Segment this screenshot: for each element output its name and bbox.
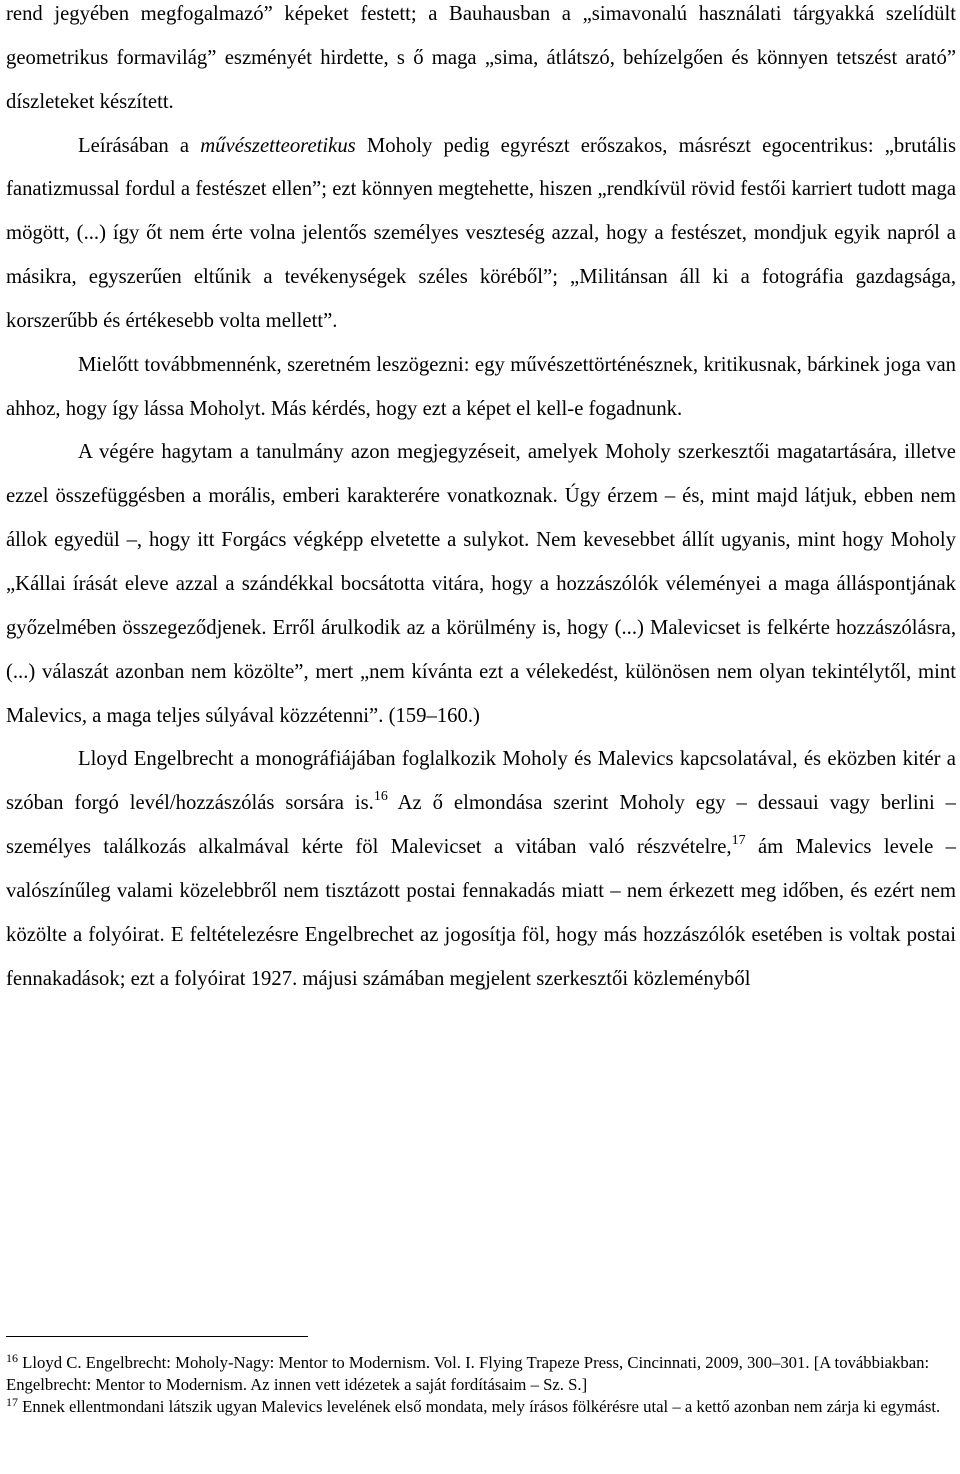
footnote-reference-16[interactable]: 16 xyxy=(373,789,388,805)
footnote-text: Ennek ellentmondani látszik ugyan Malevics levelének első mondata, mely írásos fölkérésre utal – a kettő azonban nem zárja ki egymást. xyxy=(18,1397,941,1416)
body-text xyxy=(6,0,956,1001)
footnote-16 xyxy=(6,1352,946,1396)
footnote-text: Lloyd C. Engelbrecht: Moholy-Nagy: Mentor to Modernism. Vol. I. Flying Trapeze Press, Cincinnati, 2009, 300–301. [A továbbiakban: Engelbrecht: Mentor to Modernism. Az innen vett idézetek a saját fordításaim – Sz. S.] xyxy=(6,1353,930,1394)
paragraph-2 xyxy=(6,125,956,344)
paragraph-5 xyxy=(6,738,956,1001)
paragraph-text: rend jegyében megfogalmazó” képeket festett; a Bauhausban a „simavonalú használati tárgyakká szelídült geometrikus formavilág” eszményét hirdette, s ő maga „sima, átlátszó, behízelgően és könnyen tetszést arató” díszleteket készített. xyxy=(6,3,956,113)
footnote-reference-17[interactable]: 17 xyxy=(731,833,746,849)
footnote-number: 17 xyxy=(6,1395,18,1409)
italic-term: művészetteoretikus xyxy=(200,134,356,157)
paragraph-text: ám Malevics levele – valószínűleg valami közelebbről nem tisztázott postai fennakadás miatt – nem érkezett meg időben, és ezért nem közölte a folyóirat. E feltételezésre Engelbrechet az jogosítja föl, hogy más hozzászólók esetében is voltak postai fennakadások; ezt a folyóirat 1927. májusi számában megjelent szerkesztői közleményből xyxy=(6,836,956,990)
footnotes xyxy=(6,1352,946,1418)
footnote-separator xyxy=(6,1336,308,1337)
paragraph-4 xyxy=(6,431,956,738)
paragraph-text: Az ő elmondása szerint Moholy egy – dessaui vagy berlini – személyes találkozás alkalmával kérte föl Malevicset a vitában való részvételre, xyxy=(6,792,957,859)
footnote-number: 16 xyxy=(6,1351,18,1365)
paragraph-text: Mielőtt továbbmennénk, szeretném leszögezni: egy művészettörténésznek, kritikusnak, bárkinek joga van ahhoz, hogy így lássa Moholyt. Más kérdés, hogy ezt a képet el kell-e fogadnunk. xyxy=(6,353,956,420)
paragraph-text: Lloyd Engelbrecht a monográfiájában foglalkozik Moholy és Malevics kapcsolatával, és eközben kitér a szóban forgó levél/hozzászólás sorsára is. xyxy=(6,748,956,815)
paragraph-text: Moholy pedig egyrészt erőszakos, másrészt egocentrikus: „brutális fanatizmussal fordul a festészet ellen”; ezt könnyen megtehette, hiszen „rendkívül rövid festői karriert tudott maga mögött, (...) így őt nem érte volna jelentős személyes veszteség azzal, hogy a festészet, mondjuk egyik napról a másikra, egyszerűen eltűnik a tevékenységek széles köréből”; „Militánsan áll ki a fotográfia gazdagsága, korszerűbb és értékesebb volta mellett”. xyxy=(6,134,956,332)
paragraph-text: Leírásában a xyxy=(78,134,201,157)
paragraph-text: A végére hagytam a tanulmány azon megjegyzéseit, amelyek Moholy szerkesztői magatartására, illetve ezzel összefüggésben a morális, emberi karakterére vonatkoznak. Úgy érzem – és, mint majd látjuk, ebben nem állok egyedül –, hogy itt Forgács végképp elvetette a sulykot. Nem kevesebbet állít ugyanis, mint hogy Moholy „Kállai írását eleve azzal a szándékkal bocsátotta vitára, hogy a hozzászólók véleményei a maga álláspontjának győzelmében összegeződjenek. Erről árulkodik az a körülmény is, hogy (...) Malevicset is felkérte hozzászólásra, (...) válaszát azonban nem közölte”, mert „nem kívánta ezt a vélekedést, különösen nem olyan tekintélytől, mint Malevics, a maga teljes súlyával közzétenni”. (159–160.) xyxy=(6,441,956,727)
footnote-17 xyxy=(6,1396,946,1418)
paragraph-3 xyxy=(6,344,956,432)
paragraph-1 xyxy=(6,0,956,125)
